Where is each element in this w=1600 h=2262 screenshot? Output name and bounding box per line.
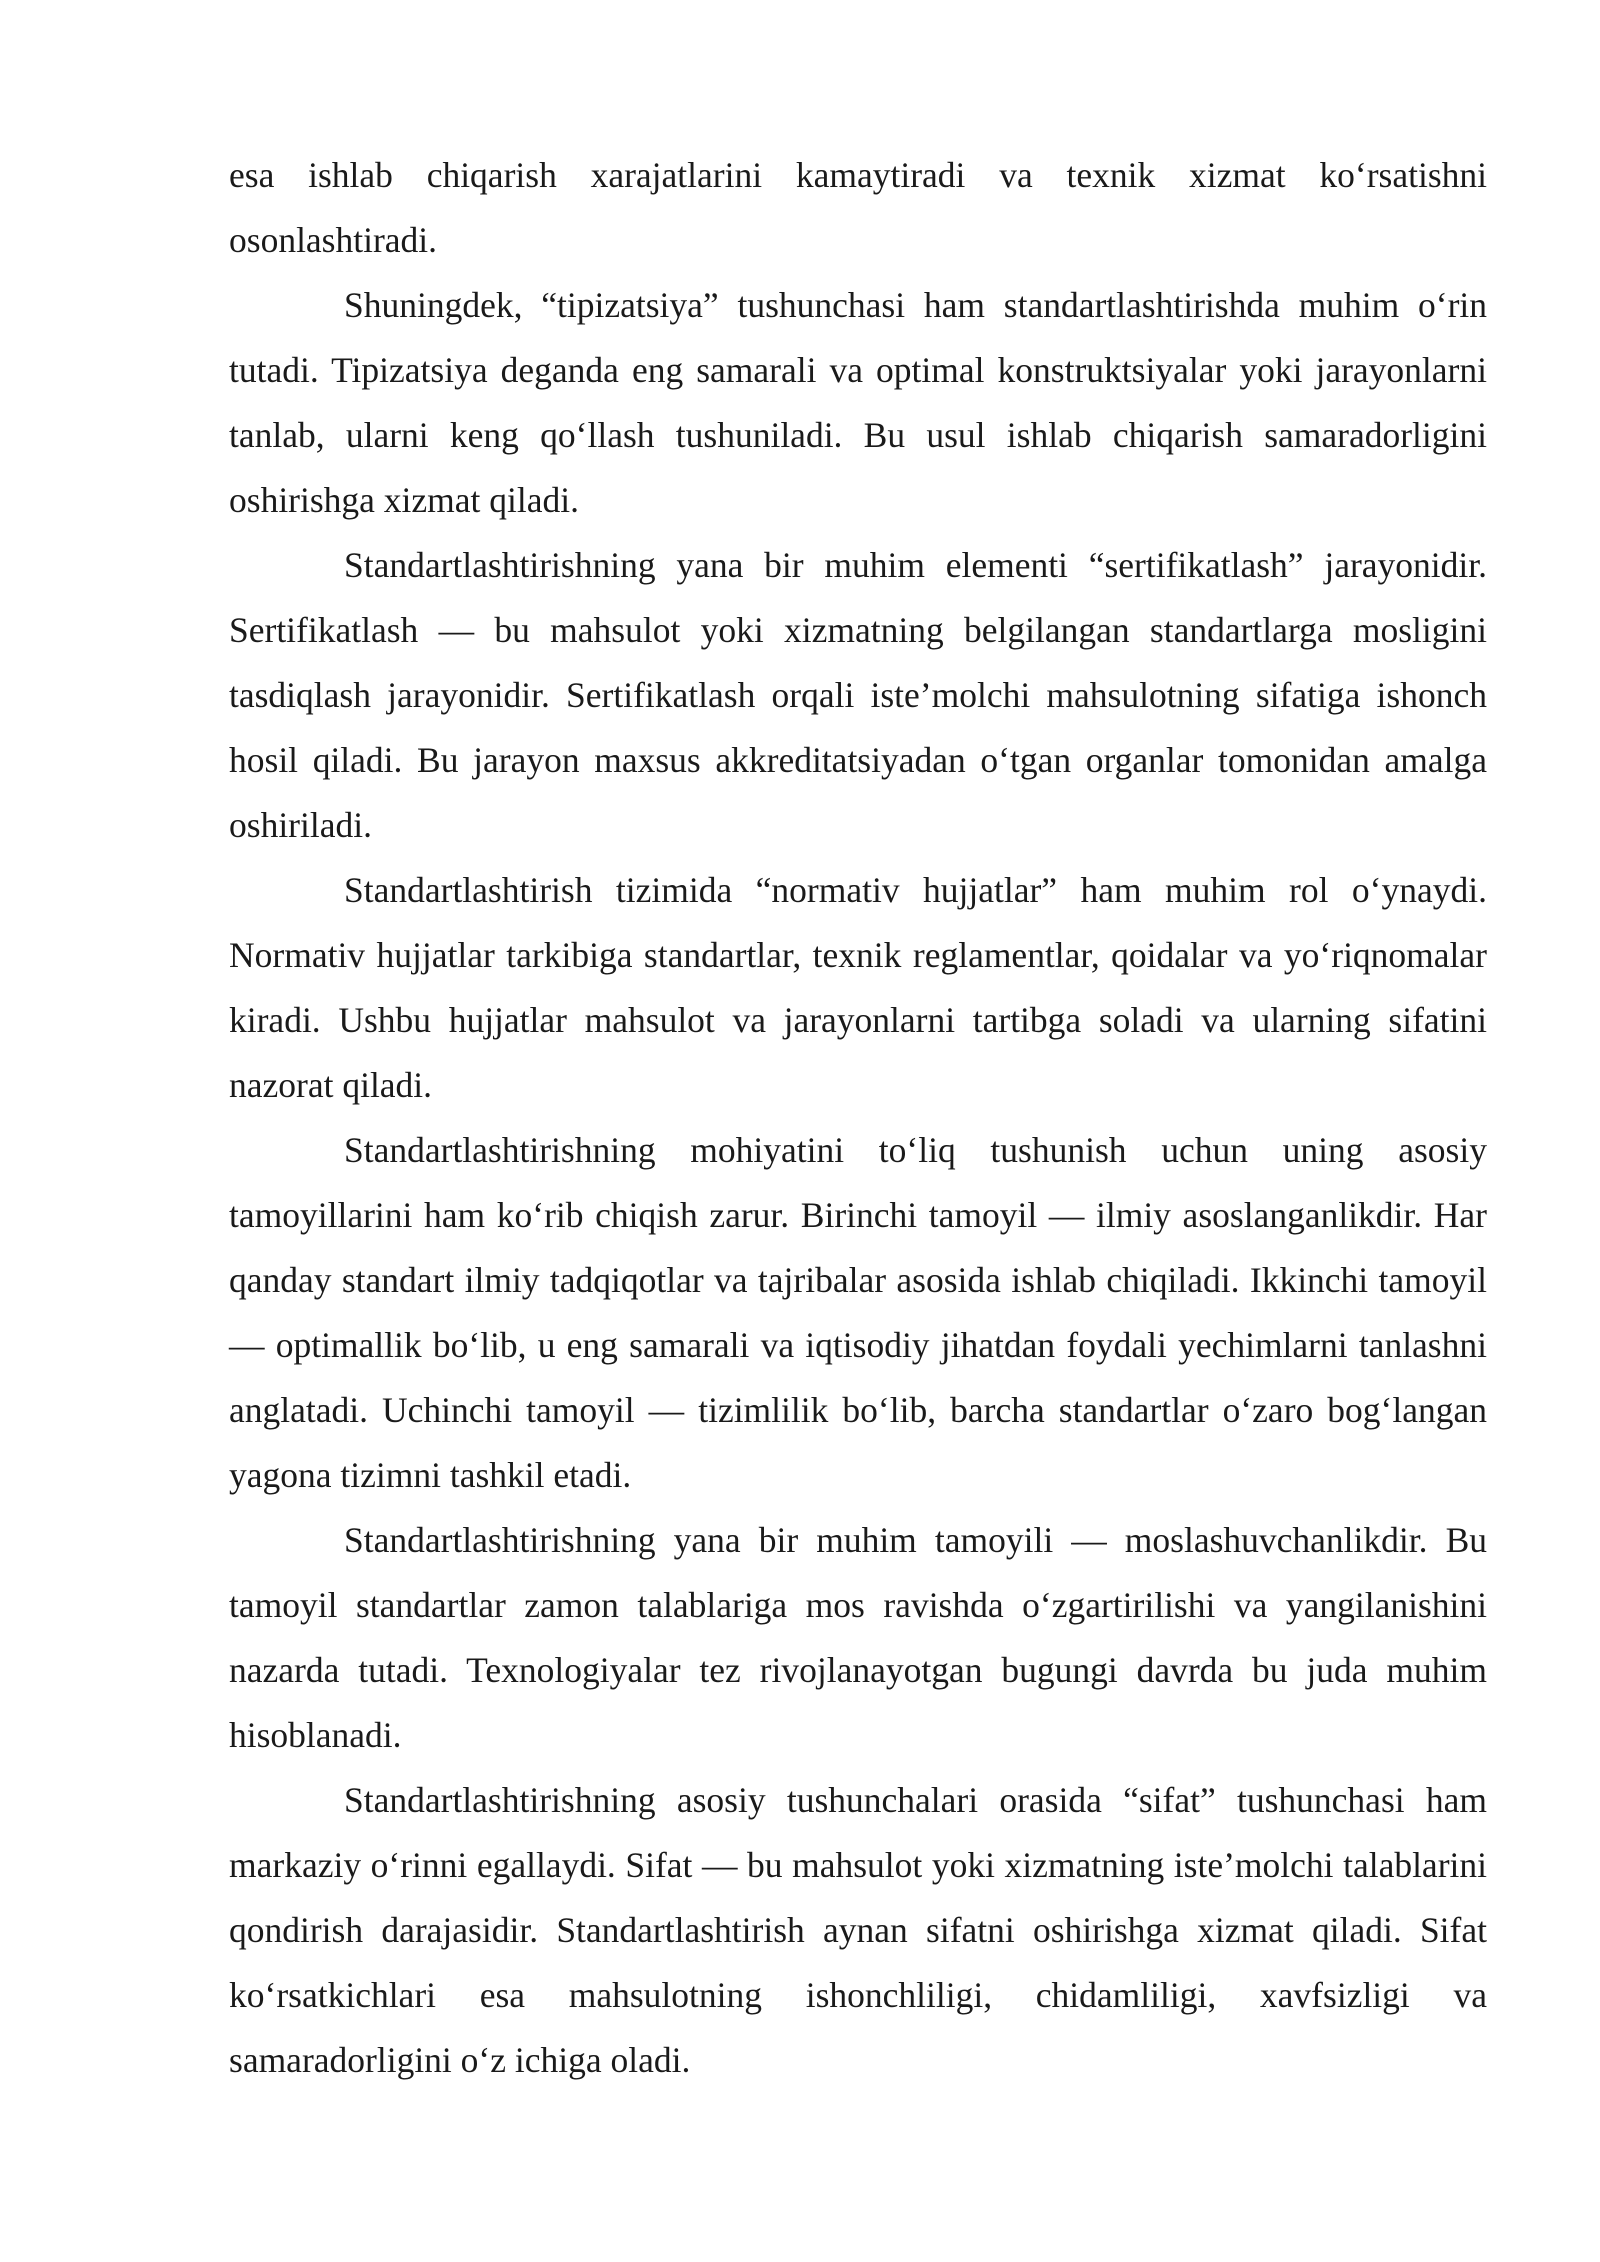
paragraph-sertifikatlash: Standartlashtirishning yana bir muhim elementi “sertifikatlash” jarayonidir. Sertifikatlash — bu mahsulot yoki xizmatning belgilangan standartlarga mosligini tasdiqlash jarayonidir. Sertifikatlash orqali iste’molchi mahsulotning sifatiga ishonch hosil qiladi. Bu jarayon maxsus akkreditatsiyadan o‘tgan organlar tomonidan amalga oshiriladi. <box>229 545 1487 845</box>
paragraph-normativ-hujjatlar: Standartlashtirish tizimida “normativ hujjatlar” ham muhim rol o‘ynaydi. Normativ hujjatlar tarkibiga standartlar, texnik reglamentlar, qoidalar va yo‘riqnomalar kiradi. Ushbu hujjatlar mahsulot va jarayonlarni tartibga soladi va ularning sifatini nazorat qiladi. <box>229 870 1487 1105</box>
paragraph-tamoyillar: Standartlashtirishning mohiyatini to‘liq tushunish uchun uning asosiy tamoyillarini ham ko‘rib chiqish zarur. Birinchi tamoyil — ilmiy asoslanganlikdir. Har qanday standart ilmiy tadqiqotlar va tajribalar asosida ishlab chiqiladi. Ikkinchi tamoyil — optimallik bo‘lib, u eng samarali va iqtisodiy jihatdan foydali yechimlarni tanlashni anglatadi. Uchinchi tamoyil — tizimlilik bo‘lib, barcha standartlar o‘zaro bog‘langan yagona tizimni tashkil etadi. <box>229 1130 1487 1495</box>
body-text <box>229 143 1487 2093</box>
paragraph-moslashuvchanlik: Standartlashtirishning yana bir muhim tamoyili — moslashuvchanlikdir. Bu tamoyil standartlar zamon talablariga mos ravishda o‘zgartirilishi va yangilanishini nazarda tutadi. Texnologiyalar tez rivojlanayotgan bugungi davrda bu juda muhim hisoblanadi. <box>229 1520 1487 1755</box>
paragraph-continued: esa ishlab chiqarish xarajatlarini kamaytiradi va texnik xizmat ko‘rsatishni osonlashtiradi. <box>229 155 1487 260</box>
paragraph-sifat: Standartlashtirishning asosiy tushunchalari orasida “sifat” tushunchasi ham markaziy o‘rinni egallaydi. Sifat — bu mahsulot yoki xizmatning iste’molchi talablarini qondirish darajasidir. Standartlashtirish aynan sifatni oshirishga xizmat qiladi. Sifat ko‘rsatkichlari esa mahsulotning ishonchliligi, chidamliligi, xavfsizligi va samaradorligini o‘z ichiga oladi. <box>229 1780 1487 2080</box>
paragraph-tipizatsiya: Shuningdek, “tipizatsiya” tushunchasi ham standartlashtirishda muhim o‘rin tutadi. Tipizatsiya deganda eng samarali va optimal konstruktsiyalar yoki jarayonlarni tanlab, ularni keng qo‘llash tushuniladi. Bu usul ishlab chiqarish samaradorligini oshirishga xizmat qiladi. <box>229 285 1487 520</box>
